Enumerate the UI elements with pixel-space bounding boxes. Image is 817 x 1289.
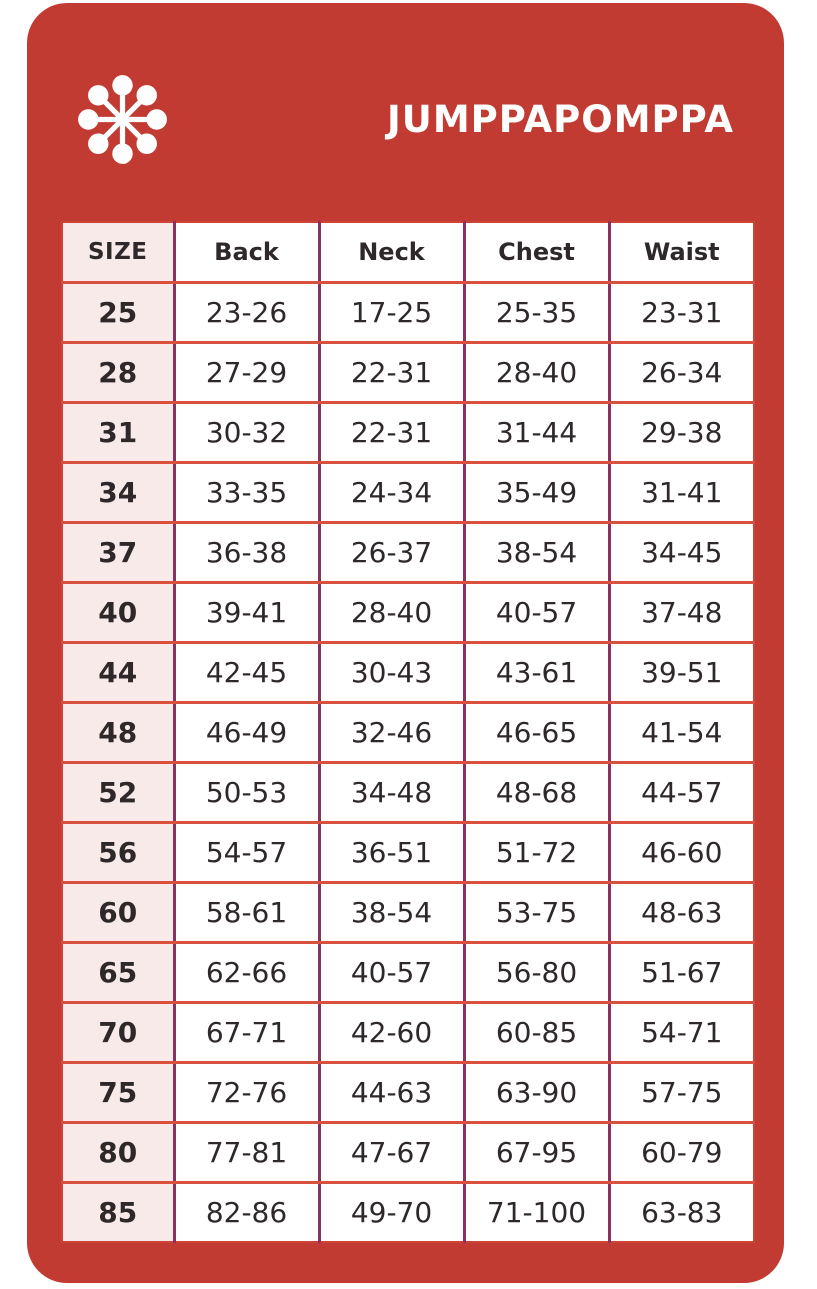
measurement-cell: 72-76 [174,1062,319,1122]
brand-title: JUMPPAPOMPPA [387,97,734,141]
snowflake-icon [75,72,170,167]
size-cell: 48 [62,702,174,762]
measurement-cell: 38-54 [464,522,609,582]
size-cell: 75 [62,1062,174,1122]
measurement-cell: 39-41 [174,582,319,642]
measurement-cell: 53-75 [464,882,609,942]
measurement-cell: 36-51 [319,822,464,882]
table-row [62,522,754,582]
column-header-size: SIZE [62,222,174,282]
measurement-cell: 44-63 [319,1062,464,1122]
size-cell: 28 [62,342,174,402]
measurement-cell: 22-31 [319,402,464,462]
size-cell: 80 [62,1122,174,1182]
table-row [62,462,754,522]
table-row [62,342,754,402]
column-header-neck: Neck [319,222,464,282]
measurement-cell: 60-79 [609,1122,754,1182]
measurement-cell: 25-35 [464,282,609,342]
measurement-cell: 30-32 [174,402,319,462]
table-row [62,942,754,1002]
measurement-cell: 22-31 [319,342,464,402]
measurement-cell: 62-66 [174,942,319,1002]
measurement-cell: 31-44 [464,402,609,462]
measurement-cell: 56-80 [464,942,609,1002]
measurement-cell: 51-67 [609,942,754,1002]
measurement-cell: 34-45 [609,522,754,582]
size-cell: 56 [62,822,174,882]
table-header [62,222,754,282]
measurement-cell: 27-29 [174,342,319,402]
size-cell: 85 [62,1182,174,1242]
size-cell: 70 [62,1002,174,1062]
measurement-cell: 67-95 [464,1122,609,1182]
size-cell: 31 [62,402,174,462]
column-header-chest: Chest [464,222,609,282]
measurement-cell: 23-31 [609,282,754,342]
measurement-cell: 33-35 [174,462,319,522]
measurement-cell: 60-85 [464,1002,609,1062]
table-row [62,582,754,642]
header-row [62,222,754,282]
measurement-cell: 28-40 [319,582,464,642]
measurement-cell: 38-54 [319,882,464,942]
measurement-cell: 46-60 [609,822,754,882]
measurement-cell: 23-26 [174,282,319,342]
measurement-cell: 47-67 [319,1122,464,1182]
measurement-cell: 50-53 [174,762,319,822]
size-cell: 37 [62,522,174,582]
measurement-cell: 57-75 [609,1062,754,1122]
size-cell: 60 [62,882,174,942]
table-row [62,822,754,882]
measurement-cell: 24-34 [319,462,464,522]
measurement-cell: 63-83 [609,1182,754,1242]
measurement-cell: 26-37 [319,522,464,582]
measurement-cell: 49-70 [319,1182,464,1242]
size-cell: 52 [62,762,174,822]
measurement-cell: 35-49 [464,462,609,522]
table-body [62,282,754,1242]
measurement-cell: 40-57 [464,582,609,642]
measurement-cell: 46-49 [174,702,319,762]
column-header-waist: Waist [609,222,754,282]
table-row [62,1002,754,1062]
size-cell: 25 [62,282,174,342]
measurement-cell: 58-61 [174,882,319,942]
size-cell: 40 [62,582,174,642]
measurement-cell: 17-25 [319,282,464,342]
measurement-cell: 54-57 [174,822,319,882]
measurement-cell: 71-100 [464,1182,609,1242]
table-row [62,882,754,942]
table-row [62,282,754,342]
table-row [62,1182,754,1242]
measurement-cell: 44-57 [609,762,754,822]
measurement-cell: 63-90 [464,1062,609,1122]
size-cell: 65 [62,942,174,1002]
measurement-cell: 82-86 [174,1182,319,1242]
measurement-cell: 42-60 [319,1002,464,1062]
size-chart-card [27,3,784,1283]
measurement-cell: 42-45 [174,642,319,702]
measurement-cell: 48-68 [464,762,609,822]
measurement-cell: 51-72 [464,822,609,882]
measurement-cell: 46-65 [464,702,609,762]
measurement-cell: 43-61 [464,642,609,702]
table-row [62,642,754,702]
measurement-cell: 26-34 [609,342,754,402]
measurement-cell: 77-81 [174,1122,319,1182]
measurement-cell: 31-41 [609,462,754,522]
measurement-cell: 37-48 [609,582,754,642]
measurement-cell: 34-48 [319,762,464,822]
size-chart-table [61,221,755,1243]
table-row [62,702,754,762]
card-header [27,3,784,221]
table-row [62,1062,754,1122]
table-row [62,762,754,822]
measurement-cell: 32-46 [319,702,464,762]
measurement-cell: 39-51 [609,642,754,702]
measurement-cell: 41-54 [609,702,754,762]
measurement-cell: 30-43 [319,642,464,702]
measurement-cell: 54-71 [609,1002,754,1062]
measurement-cell: 48-63 [609,882,754,942]
measurement-cell: 28-40 [464,342,609,402]
measurement-cell: 29-38 [609,402,754,462]
measurement-cell: 40-57 [319,942,464,1002]
table-row [62,402,754,462]
column-header-back: Back [174,222,319,282]
size-cell: 34 [62,462,174,522]
measurement-cell: 67-71 [174,1002,319,1062]
table-row [62,1122,754,1182]
measurement-cell: 36-38 [174,522,319,582]
size-cell: 44 [62,642,174,702]
